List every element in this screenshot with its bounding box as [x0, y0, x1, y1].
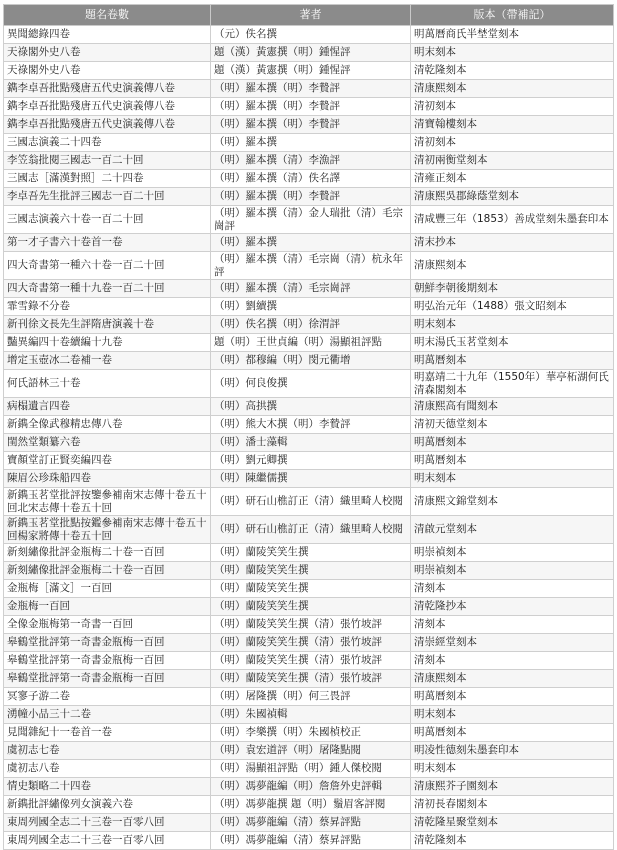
cell-title: 冥寥子游二卷 — [4, 688, 211, 706]
cell-title: 三國志演義六十卷一百二十回 — [4, 206, 211, 234]
cell-edition: 明末刻本 — [411, 706, 614, 724]
cell-author: 題（漢）黃憲撰（明）鍾惺評 — [211, 62, 411, 80]
cell-edition: 清咸豐三年（1853）善成堂刻朱墨套印本 — [411, 206, 614, 234]
cell-author: （明）羅本撰（清）金人瑞批（清）毛宗崗評 — [211, 206, 411, 234]
cell-edition: 清乾隆星聚堂刻本 — [411, 814, 614, 832]
cell-title: 何氏語林三十卷 — [4, 370, 211, 398]
cell-author: （明）羅本撰（明）李贄評 — [211, 80, 411, 98]
table-row — [4, 152, 614, 170]
table-row — [4, 252, 614, 280]
header-edition: 版本（帶補記） — [411, 5, 614, 26]
table-row — [4, 62, 614, 80]
table-row — [4, 598, 614, 616]
table-row — [4, 580, 614, 598]
cell-title: 新刻繡像批評金瓶梅二十卷一百回 — [4, 544, 211, 562]
table-row — [4, 80, 614, 98]
cell-edition: 清康熙芥子園刻本 — [411, 778, 614, 796]
cell-edition: 清刻本 — [411, 580, 614, 598]
table-row — [4, 434, 614, 452]
cell-edition: 清乾隆刻本 — [411, 62, 614, 80]
table-row — [4, 206, 614, 234]
table-row — [4, 334, 614, 352]
cell-title: 陳眉公珍珠船四卷 — [4, 470, 211, 488]
cell-title: 東周列國全志二十三卷一百零八回 — [4, 832, 211, 850]
table-row — [4, 670, 614, 688]
cell-author: 題（漢）黃憲撰（明）鍾惺評 — [211, 44, 411, 62]
cell-title: 虞初志七卷 — [4, 742, 211, 760]
cell-author: （明）蘭陵笑笑生撰（清）張竹坡評 — [211, 616, 411, 634]
cell-edition: 明萬曆商氏半埜堂刻本 — [411, 26, 614, 44]
cell-title: 見聞雜紀十一卷首一卷 — [4, 724, 211, 742]
cell-author: （明）羅本撰（明）李贄評 — [211, 188, 411, 206]
cell-author: （明）羅本撰（明）李贄評 — [211, 98, 411, 116]
cell-edition: 明萬曆刻本 — [411, 434, 614, 452]
cell-author: （明）羅本撰（清）毛宗崗評 — [211, 280, 411, 298]
table-row — [4, 742, 614, 760]
cell-author: （明）袁宏道評（明）屠隆點閱 — [211, 742, 411, 760]
cell-edition: 清啟元堂刻本 — [411, 516, 614, 544]
table-row — [4, 516, 614, 544]
table-row — [4, 760, 614, 778]
cell-title: 金瓶梅［滿文］一百回 — [4, 580, 211, 598]
cell-edition: 清刻本 — [411, 616, 614, 634]
cell-title: 皋鶴堂批評第一奇書金瓶梅一百回 — [4, 670, 211, 688]
cell-edition: 明崇禎刻本 — [411, 544, 614, 562]
cell-edition: 明末刻本 — [411, 44, 614, 62]
cell-edition: 明崇禎刻本 — [411, 562, 614, 580]
cell-author: （明）熊大木撰（明）李贄評 — [211, 416, 411, 434]
cell-author: （明）研石山樵訂正（清）織里畸人校閱 — [211, 488, 411, 516]
cell-author: （明）羅本撰（明）李贄評 — [211, 116, 411, 134]
cell-title: 新鐫玉茗堂批評按鑒參補南宋志傳十卷五十回北宋志傳十卷五十回 — [4, 488, 211, 516]
cell-author: （明）湯顯祖評點（明）鍾人傑校閱 — [211, 760, 411, 778]
cell-title: 全像金瓶梅第一奇書一百回 — [4, 616, 211, 634]
book-catalog-table — [3, 4, 614, 850]
table-row — [4, 188, 614, 206]
cell-edition: 明凌性德刻朱墨套印本 — [411, 742, 614, 760]
cell-title: 四大奇書第一種六十卷一百二十回 — [4, 252, 211, 280]
cell-title: 天祿閣外史八卷 — [4, 62, 211, 80]
table-row — [4, 724, 614, 742]
table-row — [4, 416, 614, 434]
cell-author: （明）馮夢龍編（清）蔡昇評點 — [211, 832, 411, 850]
table-row — [4, 562, 614, 580]
cell-author: （明）研石山樵訂正（清）織里畸人校閱 — [211, 516, 411, 544]
cell-title: 鐫李卓吾批點殘唐五代史演義傳八卷 — [4, 80, 211, 98]
cell-title: 李卓吾先生批評三國志一百二十回 — [4, 188, 211, 206]
cell-title: 增定玉壺冰二卷補一卷 — [4, 352, 211, 370]
cell-author: （明）陳繼儒撰 — [211, 470, 411, 488]
cell-author: （明）何良俊撰 — [211, 370, 411, 398]
table-row — [4, 778, 614, 796]
cell-title: 豔異編四十卷續編十九卷 — [4, 334, 211, 352]
cell-edition: 明萬曆刻本 — [411, 452, 614, 470]
cell-author: （明）蘭陵笑笑生撰（清）張竹坡評 — [211, 634, 411, 652]
cell-edition: 清康熙刻本 — [411, 252, 614, 280]
cell-title: 病榻遺言四卷 — [4, 398, 211, 416]
cell-title: 新鐫全像武穆精忠傳八卷 — [4, 416, 211, 434]
cell-author: （明）劉元卿撰 — [211, 452, 411, 470]
cell-edition: 明萬曆刻本 — [411, 352, 614, 370]
cell-title: 鐫李卓吾批點殘唐五代史演義傳八卷 — [4, 98, 211, 116]
cell-author: （明）蘭陵笑笑生撰 — [211, 562, 411, 580]
cell-edition: 明弘治元年（1488）張文昭刻本 — [411, 298, 614, 316]
cell-title: 三國志演義二十四卷 — [4, 134, 211, 152]
cell-edition: 朝鮮李朝後期刻本 — [411, 280, 614, 298]
cell-title: 皋鶴堂批評第一奇書金瓶梅一百回 — [4, 652, 211, 670]
cell-title: 三國志［滿漢對照］二十四卷 — [4, 170, 211, 188]
cell-author: （明）蘭陵笑笑生撰（清）張竹坡評 — [211, 670, 411, 688]
cell-edition: 明末刻本 — [411, 760, 614, 778]
cell-author: （明）都穆編（明）閔元衢增 — [211, 352, 411, 370]
cell-title: 第一才子書六十卷首一卷 — [4, 234, 211, 252]
cell-author: （明）屠隆撰（明）何三畏評 — [211, 688, 411, 706]
cell-edition: 明萬曆刻本 — [411, 688, 614, 706]
table-row — [4, 488, 614, 516]
cell-edition: 清康熙文錦堂刻本 — [411, 488, 614, 516]
cell-author: （明）馮夢龍編（明）詹詹外史評輯 — [211, 778, 411, 796]
table-row — [4, 134, 614, 152]
cell-title: 新鐫玉茗堂批點按鑑參補南宋志傳十卷五十回楊家將傳十卷五十回 — [4, 516, 211, 544]
cell-title: 天祿閣外史八卷 — [4, 44, 211, 62]
table-row — [4, 544, 614, 562]
cell-edition: 清初兩衡堂刻本 — [411, 152, 614, 170]
table-body — [4, 26, 614, 850]
table-row — [4, 298, 614, 316]
cell-edition: 清雍正刻本 — [411, 170, 614, 188]
cell-title: 虞初志八卷 — [4, 760, 211, 778]
cell-author: （明）李樂撰（明）朱國楨校正 — [211, 724, 411, 742]
cell-edition: 清崇經堂刻本 — [411, 634, 614, 652]
cell-author: （明）馮夢龍撰 題（明）鬚眉客評閱 — [211, 796, 411, 814]
cell-edition: 明嘉靖二十九年（1550年）華亭柘湖何氏清森閣刻本 — [411, 370, 614, 398]
cell-author: （明）劉續撰 — [211, 298, 411, 316]
cell-edition: 明末刻本 — [411, 470, 614, 488]
table-row — [4, 652, 614, 670]
cell-title: 四大奇書第一種十九卷一百二十回 — [4, 280, 211, 298]
cell-title: 金瓶梅一百回 — [4, 598, 211, 616]
table-row — [4, 616, 614, 634]
cell-edition: 清初刻本 — [411, 98, 614, 116]
cell-edition: 清康熙刻本 — [411, 670, 614, 688]
cell-edition: 清乾隆刻本 — [411, 832, 614, 850]
cell-author: （明）羅本撰 — [211, 234, 411, 252]
table-row — [4, 470, 614, 488]
header-title: 題名卷數 — [4, 5, 211, 26]
table-row — [4, 352, 614, 370]
cell-author: （明）羅本撰 — [211, 134, 411, 152]
table-row — [4, 814, 614, 832]
cell-title: 情史類略二十四卷 — [4, 778, 211, 796]
cell-edition: 清康熙高有聞刻本 — [411, 398, 614, 416]
cell-edition: 清寶翰樓刻本 — [411, 116, 614, 134]
cell-author: （明）朱國禎輯 — [211, 706, 411, 724]
table-row — [4, 44, 614, 62]
cell-edition: 清康熙刻本 — [411, 80, 614, 98]
header-author: 著者 — [211, 5, 411, 26]
table-row — [4, 398, 614, 416]
cell-edition: 清初長春閣刻本 — [411, 796, 614, 814]
cell-edition: 明萬曆刻本 — [411, 724, 614, 742]
table-row — [4, 316, 614, 334]
table-row — [4, 234, 614, 252]
table-row — [4, 634, 614, 652]
cell-author: （明）蘭陵笑笑生撰 — [211, 544, 411, 562]
cell-title: 鐫李卓吾批點殘唐五代史演義傳八卷 — [4, 116, 211, 134]
table-row — [4, 116, 614, 134]
cell-edition: 明末湯氏玉茗堂刻本 — [411, 334, 614, 352]
table-header — [4, 5, 614, 26]
cell-edition: 清乾隆抄本 — [411, 598, 614, 616]
table-row — [4, 688, 614, 706]
table-row — [4, 452, 614, 470]
cell-author: （明）羅本撰（清）毛宗崗（清）杭永年評 — [211, 252, 411, 280]
cell-author: （明）佚名撰（明）徐渭評 — [211, 316, 411, 334]
cell-author: （明）蘭陵笑笑生撰 — [211, 580, 411, 598]
cell-author: （明）羅本撰（清）李漁評 — [211, 152, 411, 170]
table-row — [4, 170, 614, 188]
table-row — [4, 706, 614, 724]
cell-title: 霏雪錄不分卷 — [4, 298, 211, 316]
cell-title: 新鐫批評繡像列女演義六卷 — [4, 796, 211, 814]
cell-author: （明）潘士藻輯 — [211, 434, 411, 452]
cell-edition: 清康熙吳郡綠蔭堂刻本 — [411, 188, 614, 206]
cell-edition: 明末刻本 — [411, 316, 614, 334]
cell-edition: 清初刻本 — [411, 134, 614, 152]
cell-title: 湧幢小品三十二卷 — [4, 706, 211, 724]
cell-edition: 清初天德堂刻本 — [411, 416, 614, 434]
cell-author: （元）佚名撰 — [211, 26, 411, 44]
cell-edition: 清刻本 — [411, 652, 614, 670]
table-row — [4, 370, 614, 398]
cell-author: （明）馮夢龍編（清）蔡昇評點 — [211, 814, 411, 832]
header-row — [4, 5, 614, 26]
cell-title: 東周列國全志二十三卷一百零八回 — [4, 814, 211, 832]
table-row — [4, 796, 614, 814]
cell-title: 寶顏堂訂正賢奕編四卷 — [4, 452, 211, 470]
cell-title: 異聞總錄四卷 — [4, 26, 211, 44]
cell-author: （明）羅本撰（清）佚名譯 — [211, 170, 411, 188]
cell-title: 李笠翁批閱三國志一百二十回 — [4, 152, 211, 170]
table-row — [4, 280, 614, 298]
cell-title: 新刊徐文長先生評隋唐演義十卷 — [4, 316, 211, 334]
cell-title: 新刻繡像批評金瓶梅二十卷一百回 — [4, 562, 211, 580]
cell-title: 閨然堂類纂六卷 — [4, 434, 211, 452]
cell-author: （明）蘭陵笑笑生撰（清）張竹坡評 — [211, 652, 411, 670]
table-row — [4, 832, 614, 850]
cell-title: 皋鶴堂批評第一奇書金瓶梅一百回 — [4, 634, 211, 652]
table-row — [4, 98, 614, 116]
cell-author: 題（明）王世貞編（明）湯顯祖評點 — [211, 334, 411, 352]
cell-edition: 清末抄本 — [411, 234, 614, 252]
cell-author: （明）蘭陵笑笑生撰 — [211, 598, 411, 616]
cell-author: （明）高拱撰 — [211, 398, 411, 416]
table-row — [4, 26, 614, 44]
